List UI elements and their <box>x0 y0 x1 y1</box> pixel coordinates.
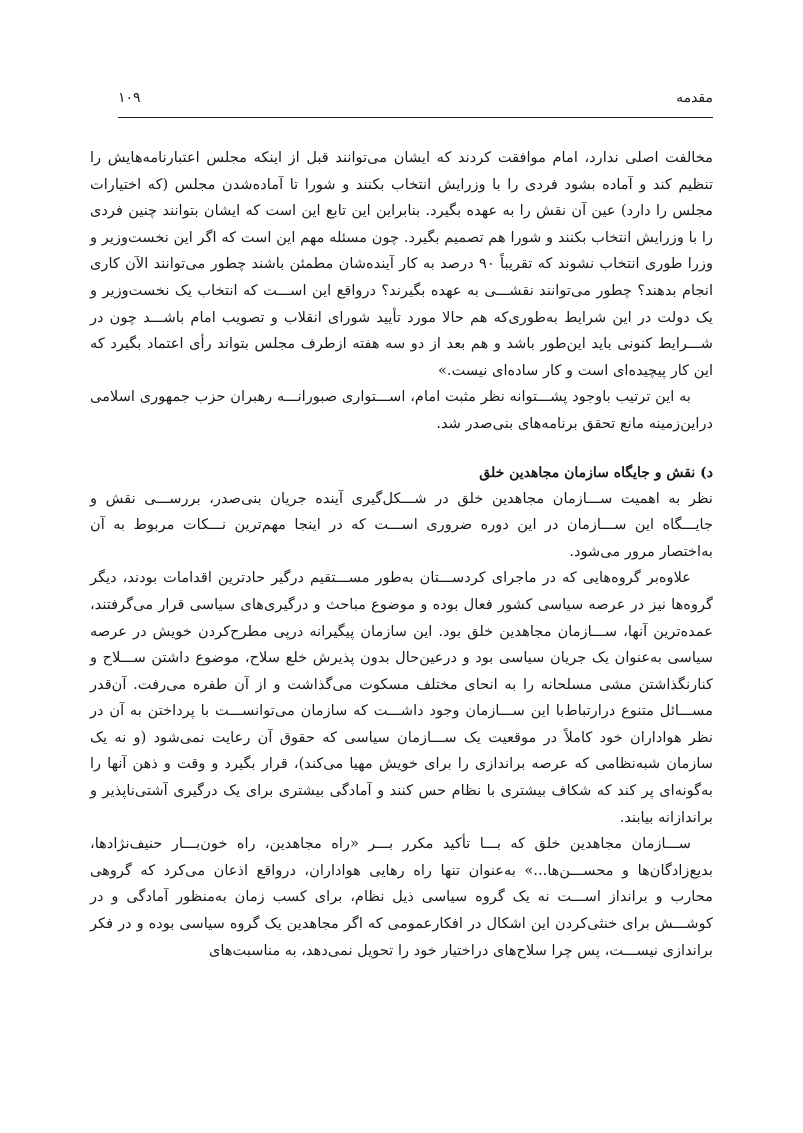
chapter-title: مقدمه <box>676 90 713 106</box>
paragraph-summary: به این ترتیب باوجود پشـــتوانه نظر مثبت امام، اســـتواری صبورانـــه رهبران حزب جمهوری اسلامی دراین‌زمینه مانع تحقق برنامه‌های بنی‌صدر شد. <box>90 388 713 432</box>
running-header <box>118 88 713 112</box>
paragraph-quote-end: مخالفت اصلی ندارد، امام موافقت کردند که ایشان می‌توانند قبل از اینکه مجلس اعتبارنامه‌هایش را تنظیم کند و آماده بشود فردی را با وزرایش انتخاب بکنند و شورا تا آماده‌شدن مجلس (که اختیارات مجلس را دارد) عین آن نقش را به عهده بگیرد. بنابراین این تابع این است که ایشان بتوانند چنین فردی را با وزرایش انتخاب بکنند و شورا هم تصمیم بگیرد. چون مسئله مهم این است که اگر این نخست‌وزیر و وزرا طوری انتخاب نشوند که تقریباً ۹۰ درصد به کار آینده‌شان مطمئن باشند چطور می‌توانند الآن کاری انجام بدهند؟ چطور می‌توانند نقشـــی به عهده بگیرند؟ درواقع این اســـت که انتخاب یک نخست‌وزیر و یک دولت در این شرایط به‌طوری‌که هم حالا مورد تأیید شورای انقلاب و تصویب امام باشـــد چون در شـــرایط کنونی باید این‌طور باشد و هم بعد از دو سه هفته ازطرف مجلس بتواند رأی اعتماد بگیرد که این کار پیچیده‌ای است و کار ساده‌ای نیست.» <box>90 149 713 379</box>
section-paragraph: علاوه‌بر گروه‌هایی که در ماجرای کردســـتان به‌طور مســـتقیم درگیر حادترین اقدامات بودند، دیگر گروه‌ها نیز در عرصه سیاسی کشور فعال بوده و موضوع مباحث و درگیری‌های سیاسی قرار می‌گرفتند، عمده‌ترین آنها، ســـازمان مجاهدین خلق بود. این سازمان پیگیرانه درپی مطرح‌کردن خویش در عرصه سیاسی به‌عنوان یک جریان سیاسی بود و درعین‌حال بدون پذیرش خلع سلاح، موضوع داشتن ســـلاح و کنارنگذاشتن مشی مسلحانه را به انحای مختلف مسکوت می‌گذاشت و از آن طفره می‌رفت. آن‌قدر مســـائل متنوع درارتباط‌با این ســـازمان وجود داشـــت که سازمان می‌توانســـت با پرداختن به آن در نظر هواداران خود کاملاً در موقعیت یک ســـازمان سیاسی که حقوق آن رعایت نمی‌شود (و نه یک سازمان شبه‌نظامی که عرصه براندازی را برای خویش مهیا می‌کند)، قرار بگیرد و وقت و ذهن آنها را به‌گونه‌ای پر کند که شکاف بیشتری با نظام حس کنند و آمادگی بیشتری برای یک درگیری آشتی‌ناپذیر و براندازانه بیابند. <box>90 569 713 826</box>
header-rule <box>118 117 713 118</box>
section-paragraph: ســـازمان مجاهدین خلق که بـــا تأکید مکرر بـــر «راه مجاهدین، راه خون‌بـــار حنیف‌نژادها، بدیع‌زادگان‌ها و محســـن‌ها...» به‌عنوان تنها راه رهایی هواداران، درواقع اذعان می‌کرد که گروهی محارب و برانداز اســـت نه یک گروه سیاسی ذیل نظام، برای کسب زمان به‌منظور آمادگی و در کوشـــش برای خنثی‌کردن این اشکال در افکارعمومی که اگر مجاهدین یک گروه سیاسی بوده و در فکر براندازی نیســـت، پس چرا سلاح‌های دراختیار خود را تحویل نمی‌دهد، به مناسبت‌های <box>90 835 713 959</box>
section-heading: د) نقش و جایگاه سازمان مجاهدین خلق <box>479 464 713 481</box>
body-text <box>90 145 713 964</box>
section-paragraph-intro: نظر به اهمیت ســـازمان مجاهدین خلق در شـــکل‌گیری آینده جریان بنی‌صدر، بررســـی نقش و جایـــگاه این ســـازمان در این دوره ضروری اســـت که در اینجا مهم‌ترین نـــکات مربوط به آن به‌اختصار مرور می‌شود. <box>90 489 713 560</box>
page-number: ۱۰۹ <box>118 90 141 106</box>
